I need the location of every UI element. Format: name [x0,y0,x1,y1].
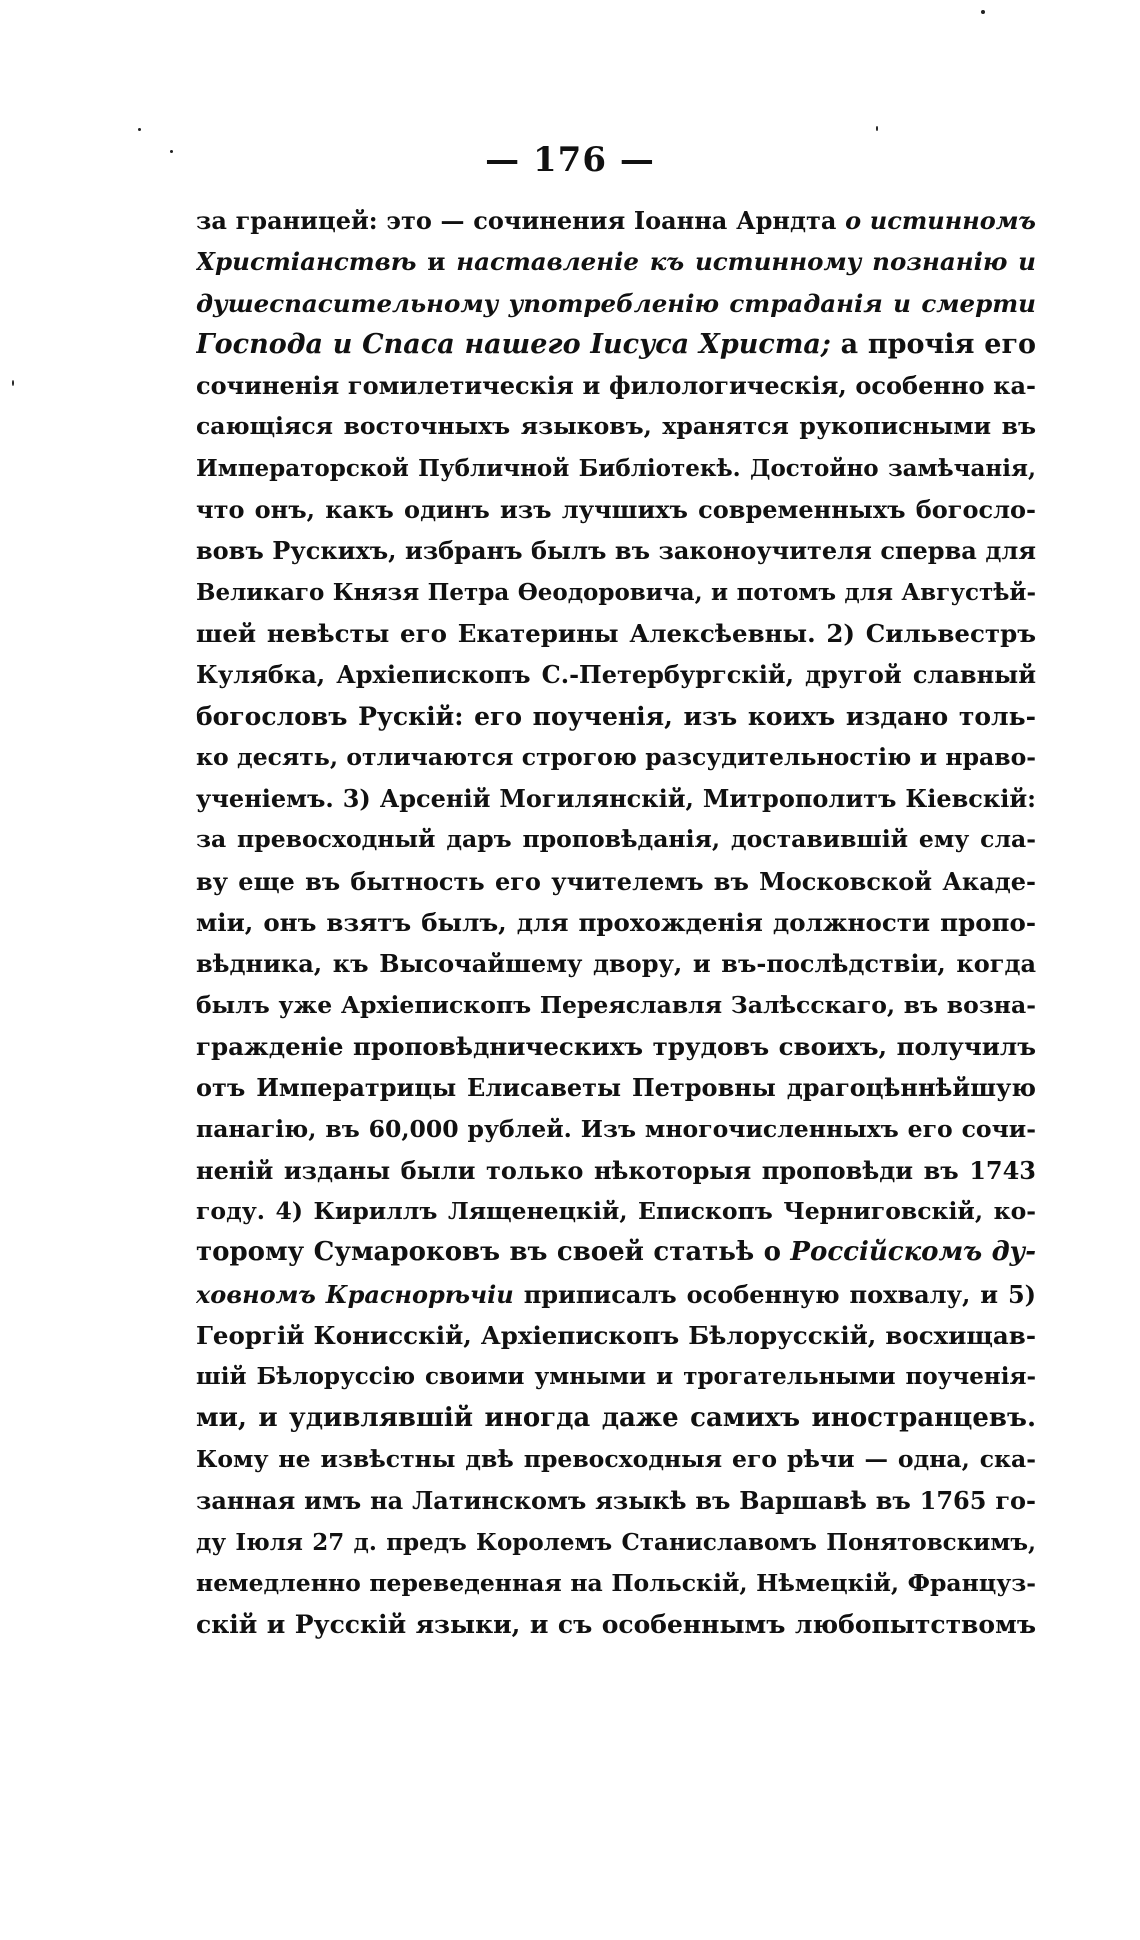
italic-text-segment: Россійскомъ ду- [790,1237,1036,1268]
text-segment: году. 4) Кириллъ Лященецкій, Епископъ Черниговскій, ко- [196,1197,1036,1226]
text-line [196,1315,1036,1356]
text-line [196,324,1036,365]
text-segment: Кому не извѣстны двѣ превосходныя его рѣчи — одна, ска- [196,1444,1036,1473]
italic-text-segment: Христіанствѣ [196,247,428,277]
text-line [196,902,1036,943]
text-line [196,448,1036,489]
text-segment: шей невѣсты его Екатерины Алексѣевны. 2) Сильвестръ [196,618,1036,648]
text-segment: сающіяся восточныхъ языковъ, хранятся рукописными въ [196,412,1036,441]
text-segment: вовъ Рускихъ, избранъ былъ въ законоучителя сперва для [196,536,1036,566]
text-line [196,1150,1036,1191]
text-segment: за границей: это — сочинения Іоанна Арндта [196,206,846,235]
text-line [196,696,1036,737]
italic-text-segment: Господа и Спаса нашего Іисуса Христа; [196,328,831,360]
text-line [196,819,1036,860]
text-segment: что онъ, какъ одинъ изъ лучшихъ современныхъ богосло- [196,495,1036,525]
italic-text-segment: душеспасительному употребленію страданія и смерти [196,288,1036,318]
text-segment: Кулябка, Архіепископъ С.-Петербургскій, другой славный [196,660,1036,690]
text-line [196,1398,1036,1439]
text-segment: ко десять, отличаются строгою разсудительностію и нраво- [196,742,1036,771]
text-line [196,1067,1036,1108]
text-line [196,1232,1036,1273]
text-line [196,613,1036,654]
text-line [196,1356,1036,1397]
text-segment: отъ Императрицы Елисаветы Петровны драгоцѣннѣйшую [196,1073,1036,1103]
text-line [196,200,1036,241]
text-line [196,1026,1036,1067]
text-segment: былъ уже Архіепископъ Переяславля Залѣсскаго, въ возна- [196,990,1036,1019]
page-number: — 176 — [485,140,655,180]
text-line [196,943,1036,984]
text-segment: Великаго Князя Петра Ѳеодоровича, и потомъ для Августѣй- [196,578,1036,606]
text-line [196,1274,1036,1315]
text-segment: за превосходный даръ проповѣданія, доставившій ему сла- [196,825,1036,854]
text-segment: ву еще въ бытность его учителемъ въ Московской Акаде- [196,866,1036,896]
text-line [196,1191,1036,1232]
text-segment: ду Іюля 27 д. предъ Королемъ Станиславомъ Понятовскимъ, [196,1528,1036,1556]
text-line [196,654,1036,695]
text-segment: ученіемъ. 3) Арсеній Могилянскій, Митрополитъ Кіевскій: [196,784,1036,814]
scan-speck [981,10,985,14]
text-segment: сочиненія гомилетическія и филологическія, особенно ка- [196,371,1036,401]
text-line [196,1109,1036,1150]
text-line [196,1480,1036,1521]
text-line [196,489,1036,530]
text-segment: Императорской Публичной Библіотекѣ. Достойно замѣчанія, [196,454,1036,482]
text-line [196,1439,1036,1480]
text-line [196,241,1036,282]
text-segment: а прочія его [830,328,1036,360]
text-segment: панагію, въ 60,000 рублей. Изъ многочисленныхъ его сочи- [196,1114,1036,1143]
text-segment: торому Сумароковъ въ своей статьѣ о [196,1237,791,1268]
text-line [196,283,1036,324]
text-segment: приписалъ особенную похвалу, и 5) [513,1279,1036,1309]
text-segment: Георгій Конисскій, Архіепископъ Бѣлорусскій, восхищав- [196,1321,1036,1351]
scan-speck [12,380,14,386]
text-line [196,530,1036,571]
text-line [196,1522,1036,1563]
italic-text-segment: наставленіе къ истинному познанію и [456,247,1036,277]
scan-speck [170,150,173,153]
body-text [196,200,1036,1645]
text-segment: немедленно переведенная на Польскій, Нѣмецкій, Француз- [196,1568,1036,1597]
italic-text-segment: о истинномъ [845,206,1036,235]
text-segment: занная имъ на Латинскомъ языкѣ въ Варшавѣ въ 1765 го- [196,1486,1036,1516]
scan-speck [876,126,878,131]
text-segment: міи, онъ взятъ былъ, для прохожденія должности пропо- [196,908,1036,938]
text-segment: богословъ Рускій: его поученія, изъ коихъ издано толь- [196,701,1036,731]
text-line [196,737,1036,778]
text-line [196,365,1036,406]
text-line [196,1563,1036,1604]
text-line [196,985,1036,1026]
text-segment: скій и Русскій языки, и съ особеннымъ любопытствомъ [196,1610,1036,1640]
text-line [196,1604,1036,1645]
text-segment: шій Бѣлоруссію своими умными и трогательными поученія- [196,1363,1036,1391]
text-segment: ми, и удивлявшій иногда даже самихъ иностранцевъ. [196,1402,1036,1433]
scan-speck [138,128,141,131]
text-segment: и [427,247,457,277]
text-segment: неній изданы были только нѣкоторыя проповѣди въ 1743 [196,1155,1036,1185]
text-line [196,778,1036,819]
text-segment: гражденіе проповѣдническихъ трудовъ своихъ, получилъ [196,1031,1036,1061]
italic-text-segment: ховномъ Краснорѣчіи [196,1279,514,1309]
text-line [196,861,1036,902]
text-segment: вѣдника, къ Высочайшему двору, и въ-послѣдствіи, когда [196,949,1036,979]
text-line [196,572,1036,613]
text-line [196,406,1036,447]
